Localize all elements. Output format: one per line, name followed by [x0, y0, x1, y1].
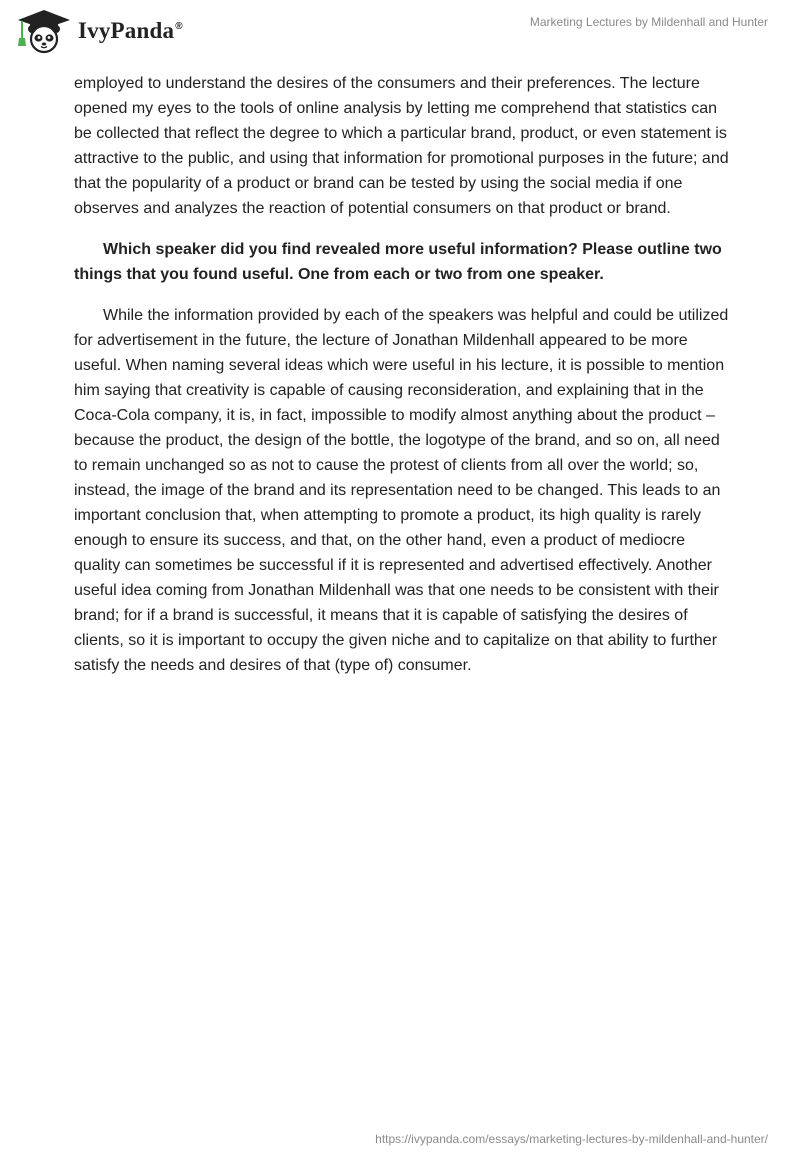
panda-graduate-icon: [14, 8, 72, 54]
page-header: [0, 0, 800, 70]
paragraph-continuation: employed to understand the desires of the consumers and their preferences. The lecture opened my eyes to the tools of online analysis by letting me comprehend that statistics can be collected that reflect the degree to which a particular brand, product, or even statement is attractive to the public, and using that information for promotional purposes in the future; and that the popularity of a product or brand can be tested by using the social media if one observes and analyzes the reaction of potential consumers on that product or brand.: [74, 75, 729, 217]
section-question: Which speaker did you find revealed more useful information? Please outline two things that you found useful. One from each or two from one speaker.: [74, 241, 722, 283]
paragraph-answer: While the information provided by each of the speakers was helpful and could be utilized for advertisement in the future, the lecture of Jonathan Mildenhall appeared to be more useful. When naming several ideas which were useful in his lecture, it is possible to mention him saying that creativity is capable of causing reconsideration, and explaining that in the Coca-Cola company, it is, in fact, impossible to modify almost anything about the product – because the product, the design of the bottle, the logotype of the brand, and so on, all need to remain unchanged so as not to cause the protest of clients from all over the world; so, instead, the image of the brand and its representation need to be changed. This leads to an important conclusion that, when attempting to promote a product, its high quality is rarely enough to ensure its success, and that, on the other hand, even a product of mediocre quality can sometimes be successful if it is represented and advertised effectively. Another useful idea coming from Jonathan Mildenhall was that one needs to be consistent with their brand; for if a brand is successful, it means that it is capable of satisfying the desires of clients, so it is important to occupy the given niche and to capitalize on that ability to further satisfy the needs and desires of that (type of) consumer.: [74, 307, 729, 674]
registered-mark: ®: [175, 21, 183, 33]
source-url[interactable]: https://ivypanda.com/essays/marketing-lectures-by-mildenhall-and-hunter/: [375, 1132, 768, 1146]
ivypanda-logo[interactable]: [14, 8, 183, 54]
brand-name: IvyPanda®: [78, 18, 183, 43]
running-title: Marketing Lectures by Mildenhall and Hunter: [529, 15, 768, 29]
essay-body: [74, 71, 730, 678]
